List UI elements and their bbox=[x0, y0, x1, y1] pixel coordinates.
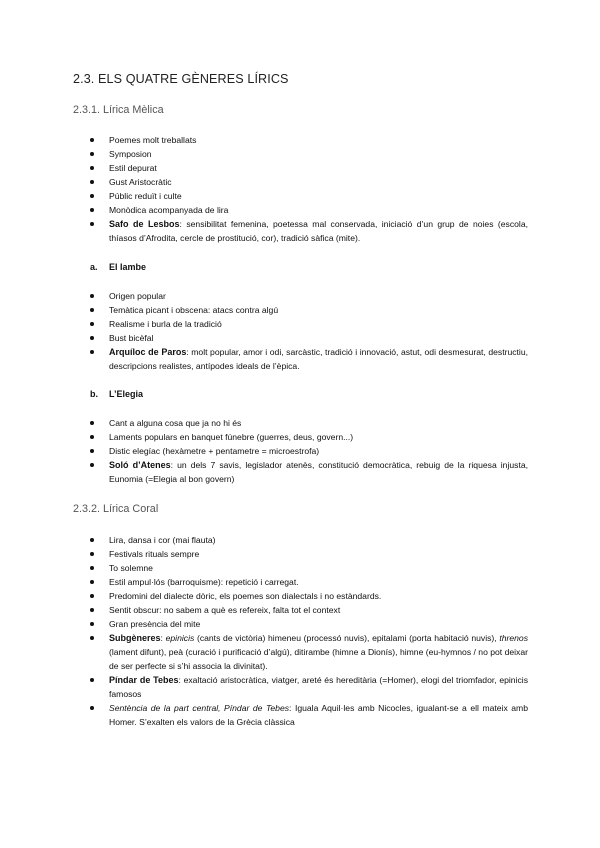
coral-list bbox=[73, 533, 528, 729]
list-item: Estil depurat bbox=[73, 161, 528, 175]
list-item: Bust bicèfal bbox=[73, 331, 528, 345]
subheading-text: El Iambe bbox=[109, 262, 147, 272]
iambe-list bbox=[73, 289, 528, 373]
list-item: Gust Aristocràtic bbox=[73, 175, 528, 189]
list-item: Públic reduït i culte bbox=[73, 189, 528, 203]
list-item: Realisme i burla de la tradició bbox=[73, 317, 528, 331]
author-description: : molt popular, amor i odi, sarcàstic, tradició i innovació, astut, odi desmesurat, destructiu, descripcions realistes, antípodes ideals de l’èpica. bbox=[109, 347, 528, 371]
author-description: : exaltació aristocràtica, viatger, areté és hereditària (=Homer), elogi del triomfador, epinicis famosos bbox=[109, 675, 528, 699]
term-text: (lament difunt), peà (curació i purificació d’algú), ditirambe (himne a Dionís), himne (eu-hymnos / no pot deixar de ser perfecte si s’hi associa la divinitat). bbox=[109, 647, 528, 671]
list-item: Poemes molt treballats bbox=[73, 133, 528, 147]
term-text: (cants de victòria) himeneu (processó nuvis), epitalami (porta habitació nuvis), bbox=[194, 633, 500, 643]
list-item: Gran presència del mite bbox=[73, 617, 528, 631]
subsection-title-melica: 2.3.1. Lírica Mèlica bbox=[73, 104, 164, 116]
list-item-pindar bbox=[73, 673, 528, 701]
list-item: To solemne bbox=[73, 561, 528, 575]
subsection-title-coral: 2.3.2. Lírica Coral bbox=[73, 503, 159, 515]
author-name: Arquíloc de Paros bbox=[109, 347, 187, 357]
list-item: Temàtica picant i obscena: atacs contra algú bbox=[73, 303, 528, 317]
list-item: Lira, dansa i cor (mai flauta) bbox=[73, 533, 528, 547]
author-description: : sensibilitat femenina, poetessa mal conservada, iniciació d’un grup de noies (escola, thíasos d’Afrodita, cercle de prostitució, cor), tradició sàfica (mite). bbox=[109, 219, 528, 243]
list-item: Estil ampul·lós (barroquisme): repetició i carregat. bbox=[73, 575, 528, 589]
list-item: Origen popular bbox=[73, 289, 528, 303]
term-name: Subgèneres bbox=[109, 633, 161, 643]
author-name: Píndar de Tebes bbox=[109, 675, 179, 685]
section-heading: 2.3. ELS QUATRE GÈNERES LÍRICS bbox=[73, 72, 289, 86]
list-item: Symposion bbox=[73, 147, 528, 161]
list-item-sentencia bbox=[73, 701, 528, 729]
list-item-solo bbox=[73, 458, 528, 486]
subheading-elegia bbox=[90, 389, 143, 399]
list-item: Predomini del dialecte dòric, els poemes son dialectals i no estàndards. bbox=[73, 589, 528, 603]
term-italic: threnos bbox=[499, 633, 529, 643]
list-item: Cant a alguna cosa que ja no hi és bbox=[73, 416, 528, 430]
list-item-arquiloc bbox=[73, 345, 528, 373]
list-item-subgeneres bbox=[73, 631, 528, 673]
list-item: Laments populars en banquet fúnebre (guerres, deus, govern...) bbox=[73, 430, 528, 444]
author-description: : un dels 7 savis, legislador atenès, constitució democràtica, rebuig de la riquesa injusta, Eunomia (=Elegia al bon govern) bbox=[109, 460, 528, 484]
melica-list bbox=[73, 133, 528, 245]
term-text: : bbox=[160, 633, 166, 643]
term-italic: Sentència de la part central, Píndar de Tebes bbox=[109, 703, 290, 713]
list-item: Sentit obscur: no sabem a què es refereix, falta tot el context bbox=[73, 603, 528, 617]
subheading-letter: b. bbox=[90, 389, 98, 399]
author-name: Soló d’Atenes bbox=[109, 460, 171, 470]
subheading-iambe bbox=[90, 262, 146, 272]
term-italic: epinicis bbox=[165, 633, 195, 643]
term-text: : Iguala Aquil·les amb Nicocles, igualant-se a ell mateix amb Homer. S’exalten els valors de la Grècia clàssica bbox=[109, 703, 528, 727]
list-item: Monòdica acompanyada de lira bbox=[73, 203, 528, 217]
list-item-safo bbox=[73, 217, 528, 245]
elegia-list bbox=[73, 416, 528, 486]
list-item: Festivals rituals sempre bbox=[73, 547, 528, 561]
author-name: Safo de Lesbos bbox=[109, 219, 180, 229]
subheading-text: L’Elegia bbox=[109, 389, 144, 399]
list-item: Distic elegíac (hexàmetre + pentametre = microestrofa) bbox=[73, 444, 528, 458]
subheading-letter: a. bbox=[90, 262, 98, 272]
